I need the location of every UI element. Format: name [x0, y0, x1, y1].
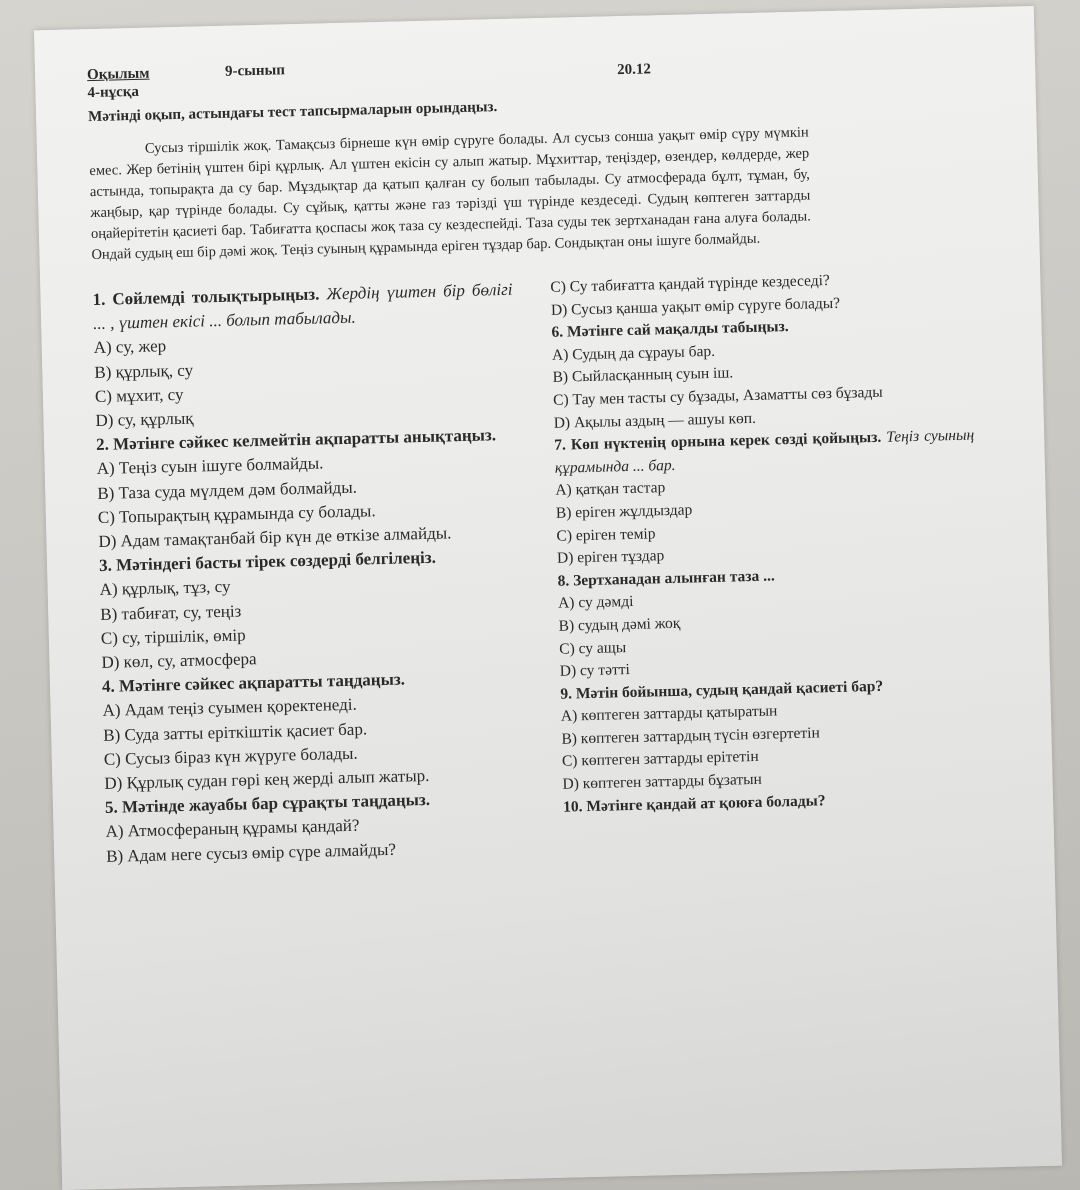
questions-columns — [92, 266, 1006, 869]
variant-label: 4-нұсқа — [87, 83, 140, 102]
answer-option: B) құрлық, су — [94, 360, 194, 382]
answer-option: C) Су табиғатта қандай түрінде кездеседі? — [550, 272, 831, 296]
answer-option: D) еріген тұздар — [556, 547, 665, 567]
answer-option: D) Ақылы аздың — ашуы көп. — [553, 409, 757, 432]
questions-right-column — [550, 267, 984, 858]
question-1-stem: Жердің үштен бір бөлігі ... , үштен екісі ... болып табылады. — [92, 279, 513, 334]
answer-option: B) Суда затты еріткіштік қасиет бар. — [102, 719, 368, 745]
question-9: 9. Мәтін бойынша, судың қандай қасиеті бар? — [560, 677, 884, 703]
answer-option: D) Құрлық судан гөрі кең жерді алып жатыр. — [104, 766, 430, 793]
answer-option: A) құрлық, тұз, су — [99, 577, 231, 600]
questions-left-column — [92, 278, 526, 869]
answer-option: B) көптеген заттардың түсін өзгертетін — [561, 724, 820, 748]
answer-option: C) су, тіршілік, өмір — [100, 625, 246, 648]
answer-option: A) су дәмді — [557, 593, 634, 613]
answer-option: C) еріген темір — [556, 524, 656, 545]
answer-option: D) Адам тамақтанбай бір күн де өткізе алмайды. — [98, 523, 452, 551]
answer-option: B) Адам неге сусыз өмір сүре алмайды? — [105, 839, 397, 866]
question-7-stem: Теңіз суының құрамында ... бар. — [554, 426, 975, 477]
answer-option: D) су, құрлық — [95, 408, 194, 431]
answer-option: D) Сусыз қанша уақыт өмір сүруге болады? — [550, 294, 841, 319]
question-8: 8. Зертханадан алынған таза ... — [557, 567, 775, 590]
answer-option: D) көл, су, атмосфера — [101, 649, 257, 672]
question-2: 2. Мәтінге сәйкес келмейтін ақпаратты анықтаңыз. — [95, 425, 497, 455]
answer-option: C) Сусыз біраз күн жүруге болады. — [103, 743, 358, 769]
question-5: 5. Мәтінде жауабы бар сұрақты таңдаңыз. — [104, 790, 431, 818]
answer-option: B) Сыйласқанның суын іш. — [552, 364, 734, 387]
answer-option: B) табиғат, су, теңіз — [100, 601, 242, 624]
answer-option: A) Судың да сұрауы бар. — [551, 342, 716, 364]
answer-option: B) судың дәмі жоқ — [558, 614, 681, 635]
question-4: 4. Мәтінге сәйкес ақпаратты таңдаңыз. — [101, 669, 406, 697]
question-6: 6. Мәтінге сай мақалды табыңыз. — [551, 318, 789, 342]
question-1-prompt: 1. Сөйлемді толықтырыңыз. — [92, 284, 327, 310]
answer-option: C) Тау мен тасты су бұзады, Азаматты сөз бұзады — [552, 383, 883, 409]
sheet-content — [87, 45, 1006, 869]
answer-option: B) еріген жұлдыздар — [555, 501, 693, 522]
answer-option: A) қатқан тастар — [555, 479, 666, 500]
test-paper-sheet — [34, 6, 1062, 1190]
question-3: 3. Мәтіндегі басты тірек сөздерді белгілеңіз. — [98, 547, 437, 576]
answer-option: D) көптеген заттарды бұзатын — [562, 770, 763, 793]
question-7-prompt: 7. Көп нүктенің орнына керек сөзді қойыңыз. — [554, 428, 887, 454]
answer-option: C) көптеген заттарды ерітетін — [561, 748, 759, 771]
answer-option: C) су ащы — [559, 638, 627, 658]
answer-option: C) мұхит, су — [94, 384, 184, 406]
answer-option: B) Таза суда мүлдем дәм болмайды. — [97, 477, 358, 503]
answer-option: A) Адам теңіз суымен қоректенеді. — [102, 695, 357, 721]
subject-label: Оқылым — [86, 65, 150, 84]
answer-option: A) су, жер — [93, 336, 167, 358]
answer-option: A) көптеген заттарды қатыратын — [560, 702, 778, 725]
answer-option: C) Топырақтың құрамында су болады. — [97, 501, 376, 527]
answer-option: D) су тәтті — [559, 661, 631, 680]
grade-label: 9-сынып — [224, 62, 286, 80]
question-10: 10. Мәтінге қандай ат қоюға болады? — [562, 791, 826, 816]
answer-option: A) Атмосфераның құрамы қандай? — [105, 816, 360, 842]
reading-passage: Сусыз тіршілік жоқ. Тамақсыз бірнеше күн өмір сүруге болады. Ал сусыз сонша уақыт өмір сүру мүмкін емес. Жер бетінің үштен бірі құрлық. Ал үштен екісін су алып жатыр. Мұхиттар, теңіздер, өзендер, көлдерде, жер астында, топырақта да су бар. Мұздықтар да қатып қалған су болып табылады. Су атмосферада бұлт, тұман, бу, жаңбыр, қар түрінде болады. Су сұйық, қатты және газ тәрізді үш түрінде кездеседі. Судың көптеген заттарды оңайерітетін қасиеті бар. Табиғатта қоспасы жоқ таза су кездеспейді. Таза суды тек зертханадан ғана алуға болады. Ондай судың еш бір дәмі жоқ. Теңіз суының құрамында еріген тұздар бар. Сондықтан оны ішуге болмайды. — [89, 124, 811, 264]
answer-option: A) Теңіз суын ішуге болмайды. — [96, 453, 324, 479]
date-label: 20.12 — [616, 61, 652, 79]
instruction-heading: Мәтінді оқып, астындағы тест тапсырмаларын орындаңыз. — [87, 99, 498, 126]
